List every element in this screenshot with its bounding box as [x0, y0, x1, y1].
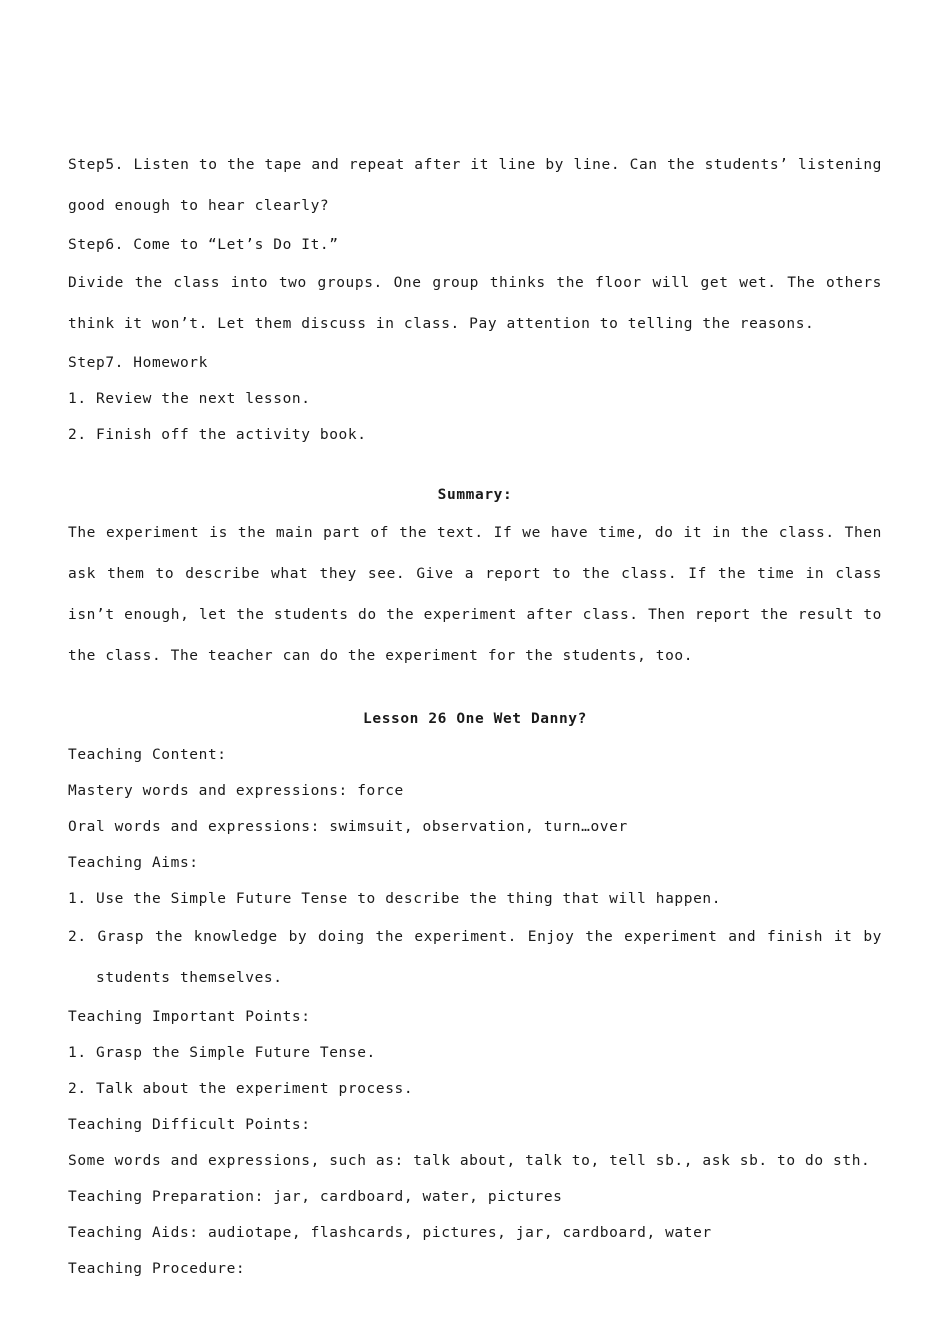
teaching-aids: Teaching Aids: audiotape, flashcards, pictures, jar, cardboard, water: [68, 1225, 712, 1241]
difficult-points-text: Some words and expressions, such as: talk about, talk to, tell sb., ask sb. to do sth.: [68, 1153, 871, 1169]
important-item: 1. Grasp the Simple Future Tense.: [68, 1045, 376, 1061]
aims-item: 1. Use the Simple Future Tense to describe the thing that will happen.: [68, 891, 722, 907]
difficult-points-label: Teaching Difficult Points:: [68, 1117, 311, 1133]
lesson-title: Lesson 26 One Wet Danny?: [363, 711, 587, 727]
step5-paragraph: Step5. Listen to the tape and repeat after it line by line. Can the students’ listening good enough to hear clearly?: [68, 157, 882, 214]
document-page: [68, 145, 882, 1287]
teaching-aims-label: Teaching Aims:: [68, 855, 199, 871]
important-item: 2. Talk about the experiment process.: [68, 1081, 414, 1097]
mastery-words: Mastery words and expressions: force: [68, 783, 404, 799]
homework-item: 1. Review the next lesson.: [68, 391, 311, 407]
step6-paragraph: Divide the class into two groups. One group thinks the floor will get wet. The others think it won’t. Let them discuss in class. Pay attention to telling the reasons.: [68, 275, 882, 332]
step7-heading: Step7. Homework: [68, 355, 208, 371]
summary-heading: Summary:: [437, 487, 513, 503]
important-points-label: Teaching Important Points:: [68, 1009, 311, 1025]
aims-item: 2. Grasp the knowledge by doing the experiment. Enjoy the experiment and finish it by students themselves.: [68, 929, 882, 986]
oral-words: Oral words and expressions: swimsuit, observation, turn…over: [68, 819, 628, 835]
teaching-content-label: Teaching Content:: [68, 747, 227, 763]
summary-paragraph: The experiment is the main part of the text. If we have time, do it in the class. Then ask them to describe what they see. Give a report to the class. If the time in class isn’t enough, let the students do the experiment after class. Then report the result to the class. The teacher can do the experiment for the students, too.: [68, 525, 882, 664]
homework-item: 2. Finish off the activity book.: [68, 427, 367, 443]
step6-heading: Step6. Come to “Let’s Do It.”: [68, 237, 339, 253]
teaching-procedure-label: Teaching Procedure:: [68, 1261, 246, 1277]
teaching-preparation: Teaching Preparation: jar, cardboard, water, pictures: [68, 1189, 563, 1205]
